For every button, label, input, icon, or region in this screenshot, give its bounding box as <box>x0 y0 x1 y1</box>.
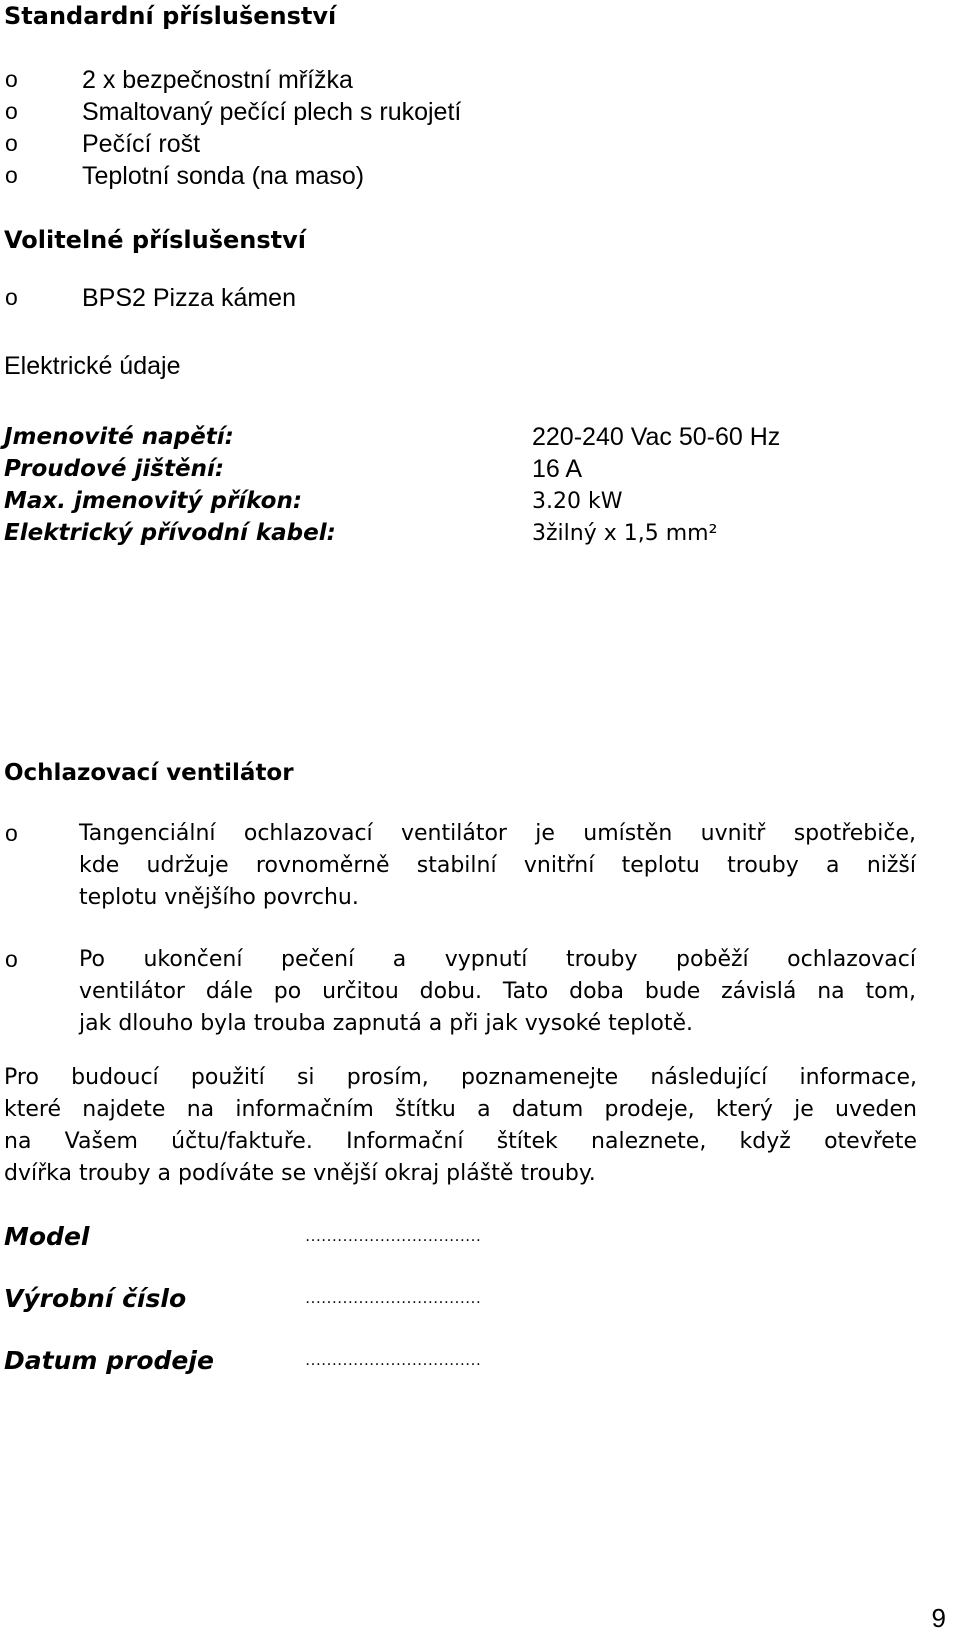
list-item: o Teplotní sonda (na maso) <box>5 162 365 190</box>
rated-voltage-label: Jmenovité napětí: <box>4 424 234 450</box>
bullet-icon: o <box>5 946 18 972</box>
standard-heading: Standardní příslušenství <box>4 2 337 30</box>
info-paragraph: Pro budoucí použití si prosím, poznamenejte následující informace, které najdete na informačním štítku a datum prodeje, který je uveden na Vašem účtu/faktuře. Informační štítek naleznete, když otevřete dvířka trouby a podíváte se vnější okraj pláště trouby. <box>4 1065 917 1186</box>
bullet-icon: o <box>5 162 18 188</box>
list-item: o Smaltovaný pečící plech s rukojetí <box>5 98 462 126</box>
model-label: Model <box>4 1222 90 1251</box>
bullet-icon: o <box>5 66 18 92</box>
electrical-heading: Elektrické údaje <box>4 352 181 380</box>
fuse-label: Proudové jištění: <box>4 456 225 482</box>
rated-voltage-value: 220-240 Vac 50-60 Hz <box>532 423 781 451</box>
page-number: 9 <box>931 1603 946 1633</box>
cable-value: 3žilný x 1,5 mm² <box>532 521 718 546</box>
sale-date-label: Datum prodeje <box>4 1346 214 1375</box>
serial-number-label: Výrobní číslo <box>4 1284 187 1313</box>
max-power-value: 3.20 kW <box>532 489 623 514</box>
bullet-icon: o <box>5 98 18 124</box>
cable-label: Elektrický přívodní kabel: <box>4 520 336 546</box>
max-power-label: Max. jmenovitý příkon: <box>4 488 303 514</box>
cooling-heading: Ochlazovací ventilátor <box>4 760 294 786</box>
list-item: o Tangenciální ochlazovací ventilátor je umístěn uvnitř spotřebiče, kde udržuje rovnoměrně stabilní vnitřní teplotu trouby a nižší teplotu vnějšího povrchu. <box>5 820 916 910</box>
list-item: o BPS2 Pizza kámen <box>5 284 296 312</box>
list-item: o Pečící rošt <box>5 130 201 158</box>
serial-number-field: …………………………… <box>305 1290 481 1307</box>
list-item: o Po ukončení pečení a vypnutí trouby poběží ochlazovací ventilátor dále po určitou dobu. Tato doba bude závislá na tom, jak dlouho byla trouba zapnutá a při jak vysoké teplotě. <box>5 946 916 1036</box>
list-item: o 2 x bezpečnostní mřížka <box>5 66 353 94</box>
fuse-value: 16 A <box>532 455 583 483</box>
model-field: …………………………… <box>305 1228 481 1245</box>
optional-heading: Volitelné příslušenství <box>4 226 307 254</box>
sale-date-field: …………………………… <box>305 1352 481 1369</box>
bullet-icon: o <box>5 130 18 156</box>
bullet-icon: o <box>5 284 18 310</box>
bullet-icon: o <box>5 820 18 846</box>
